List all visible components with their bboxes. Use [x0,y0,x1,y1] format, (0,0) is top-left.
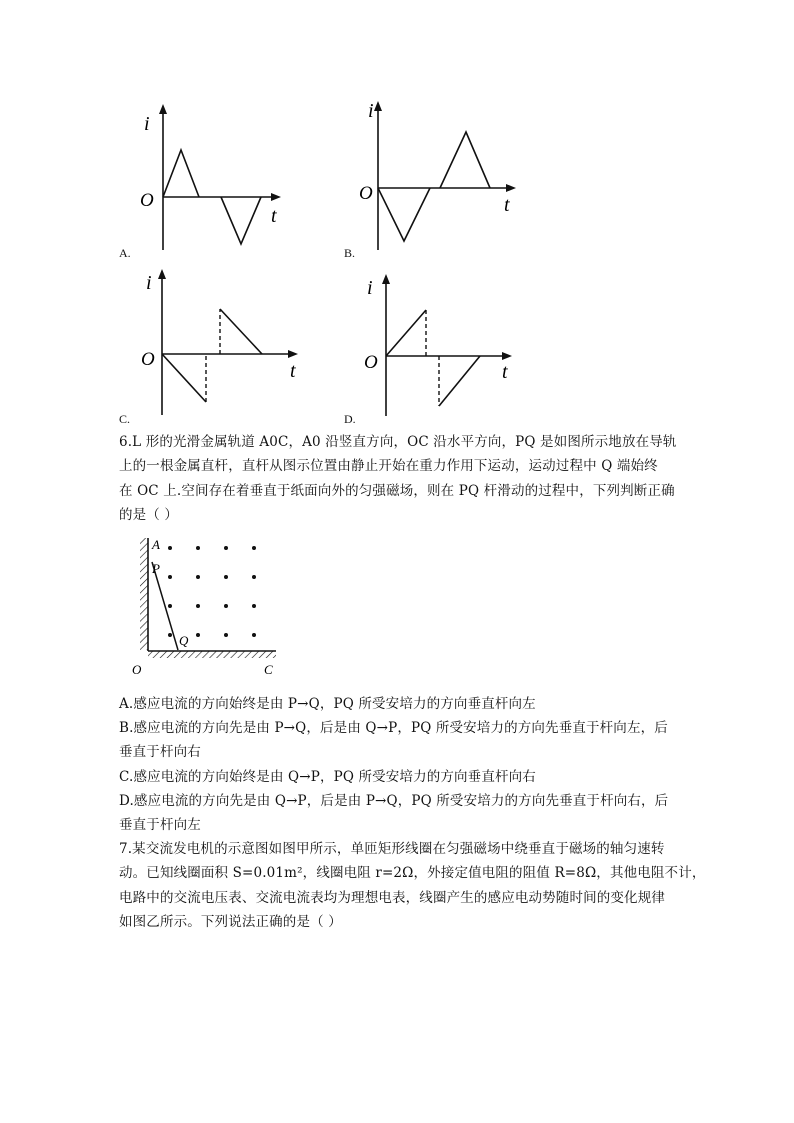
field-dot [196,546,200,550]
graph-b-curve-neg [378,188,430,241]
field-dot [252,604,256,608]
graph-c-x-label: t [290,360,296,382]
graph-b-curve [440,132,490,188]
graph-d-curve [386,310,426,356]
q6-floor-hatch [148,651,276,658]
graph-b-x-label: t [504,194,510,216]
graph-d [362,268,522,423]
q6-label-q: Q [179,633,189,648]
field-dot [196,604,200,608]
graph-a-y-arrow [159,104,167,114]
field-dot [168,604,172,608]
graph-d-x-arrow [502,352,512,360]
q6-option-a: A.感应电流的方向始终是由 P→Q，PQ 所受安培力的方向垂直杆向左 [119,696,536,712]
graph-b-y-arrow [374,101,382,111]
q6-stem-line-1: 6.L 形的光滑金属轨道 A0C，A0 沿竖直方向，OC 沿水平方向，PQ 是如图所示地放在导轨 [119,434,677,450]
field-dot [196,633,200,637]
q6-option-b-cont: 垂直于杆向右 [119,744,201,760]
field-dot [168,575,172,579]
q6-option-d-cont: 垂直于杆向左 [119,817,201,833]
graph-a-x-label: t [271,205,277,227]
graph-c-curve-neg [162,354,206,402]
graph-d-y-arrow [382,274,390,284]
q6-option-c: C.感应电流的方向始终是由 Q→P，PQ 所受安培力的方向垂直杆向右 [119,769,536,785]
field-dot [168,633,172,637]
graph-b-x-arrow [506,184,516,192]
field-dot [252,575,256,579]
q6-field-dots [168,546,256,637]
graph-a-y-label: i [144,113,150,135]
q7-stem-line-3: 电路中的交流电压表、交流电流表均为理想电表，线圈产生的感应电动势随时间的变化规律 [119,890,665,906]
graph-c-origin: O [141,349,155,370]
graph-a [135,100,285,260]
graph-d-y-label: i [367,277,373,299]
graph-a-curve [163,150,199,197]
graph-a-origin: O [140,190,154,211]
graph-b-origin: O [359,183,373,204]
field-dot [252,633,256,637]
q6-wall-hatch [140,538,148,650]
q6-label-a: A [152,537,160,552]
graph-b [358,95,528,260]
q6-stem-line-4: 的是（ ） [119,507,179,523]
option-label-c: C. [119,412,131,426]
q6-label-p: P [152,561,160,576]
q6-rail-figure [130,532,290,686]
field-dot [224,546,228,550]
option-label-a: A. [119,246,131,260]
q6-option-b: B.感应电流的方向先是由 P→Q，后是由 Q→P，PQ 所受安培力的方向先垂直于杆向左，后 [119,720,668,736]
field-dot [224,604,228,608]
q6-stem-line-2: 上的一根金属直杆，直杆从图示位置由静止开始在重力作用下运动，运动过程中 Q 端始终 [119,458,658,474]
graph-c-y-arrow [158,269,166,279]
graph-b-y-label: i [368,100,374,122]
q6-label-c: C [264,662,273,677]
graph-c-curve [220,309,262,354]
graph-d-origin: O [364,352,378,373]
field-dot [196,575,200,579]
field-dot [168,546,172,550]
option-label-b: B. [344,246,356,260]
q6-label-o: O [132,662,142,677]
graph-c-y-label: i [146,272,152,294]
graph-a-curve-neg [221,197,261,244]
field-dot [252,546,256,550]
q6-option-d: D.感应电流的方向先是由 Q→P，后是由 P→Q，PQ 所受安培力的方向先垂直于杆向右，后 [119,793,669,809]
option-label-d: D. [344,412,356,426]
field-dot [224,633,228,637]
q6-stem-line-3: 在 OC 上.空间存在着垂直于纸面向外的匀强磁场，则在 PQ 杆滑动的过程中，下列判断正确 [119,483,675,499]
graph-d-curve-neg [439,356,480,406]
graph-d-x-label: t [502,361,508,383]
q7-stem-line-2: 动。已知线圈面积 S=0.01m²，线圈电阻 r=2Ω，外接定值电阻的阻值 R=8Ω，其他电阻不计， [119,865,706,881]
field-dot [224,575,228,579]
graph-a-x-arrow [271,193,281,201]
graph-c-x-arrow [288,350,298,358]
graph-c [140,265,310,420]
q7-stem-line-1: 7.某交流发电机的示意图如图甲所示，单匝矩形线圈在匀强磁场中绕垂直于磁场的轴匀速转 [119,841,665,857]
q7-stem-line-4: 如图乙所示。下列说法正确的是（ ） [119,914,342,930]
